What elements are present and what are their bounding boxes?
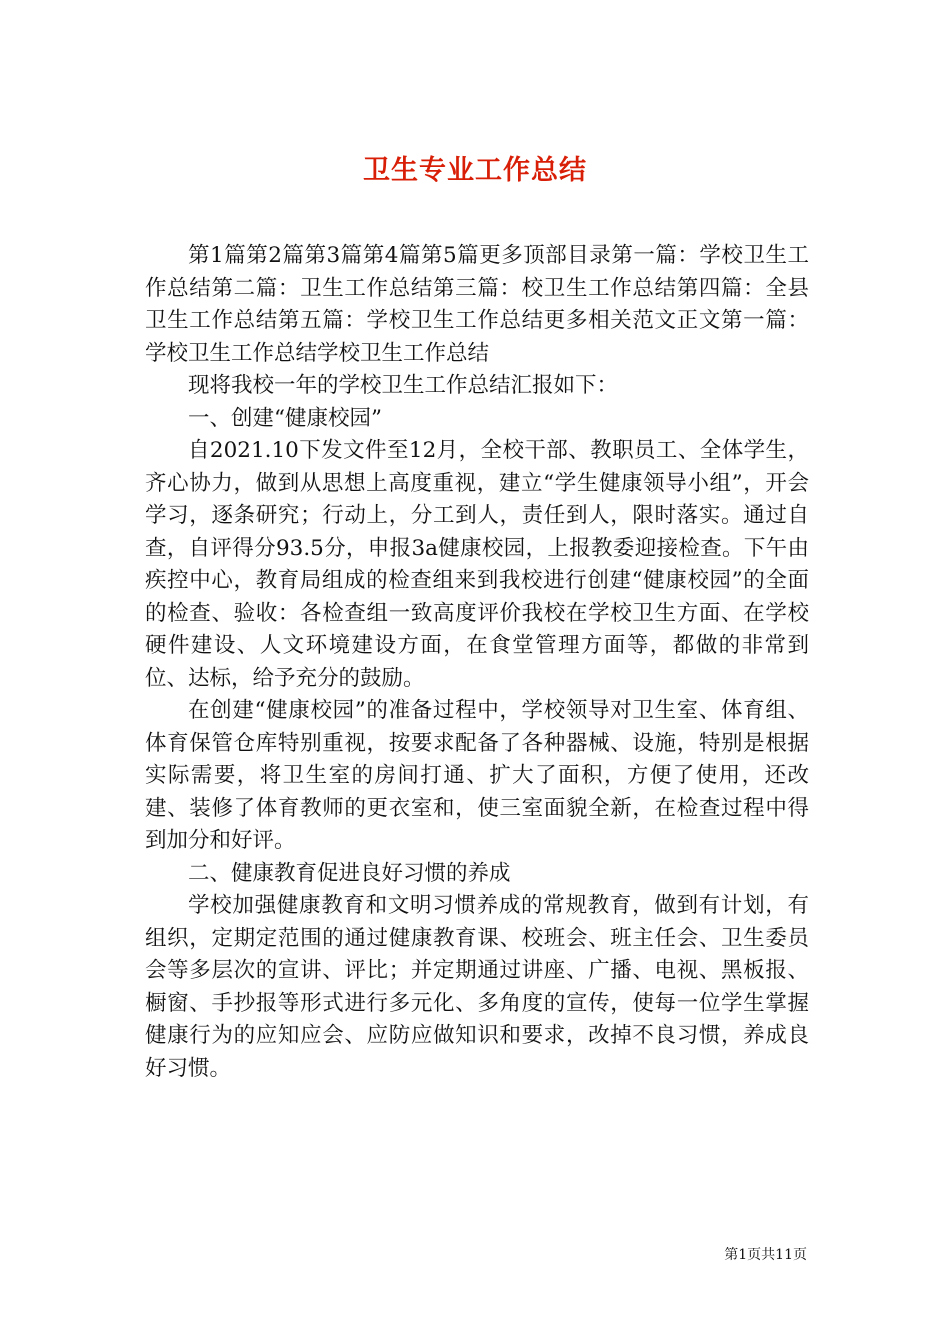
paragraph-contents: 第1篇第2篇第3篇第4篇第5篇更多顶部目录第一篇：学校卫生工作总结第二篇：卫生工作总结第三篇：校卫生工作总结第四篇：全县卫生工作总结第五篇：学校卫生工作总结更多相关范文正文第一篇：学校卫生工作总结学校卫生工作总结 xyxy=(145,243,809,366)
paragraph-section-2: 学校加强健康教育和文明习惯养成的常规教育，做到有计划，有组织，定期定范围的通过健康教育课、校班会、班主任会、卫生委员会等多层次的宣讲、评比；并定期通过讲座、广播、电视、黑板报、橱窗、手抄报等形式进行多元化、多角度的宣传，使每一位学生掌握健康行为的应知应会、应防应做知识和要求，改掉不良习惯，养成良好习惯。 xyxy=(145,893,809,1081)
paragraph-section-1-a: 自2021.10下发文件至12月，全校干部、教职员工、全体学生，齐心协力，做到从思想上高度重视，建立“学生健康领导小组”，开会学习，逐条研究；行动上，分工到人，责任到人，限时落实。通过自查，自评得分93.5分，申报3a健康校园，上报教委迎接检查。下午由疾控中心，教育局组成的检查组来到我校进行创建“健康校园”的全面的检查、验收：各检查组一致高度评价我校在学校卫生方面、在学校硬件建设、人文环境建设方面，在食堂管理方面等，都做的非常到位、达标，给予充分的鼓励。 xyxy=(145,438,809,691)
page-number: 第1页共11页 xyxy=(724,1247,807,1263)
paragraph-intro: 现将我校一年的学校卫生工作总结汇报如下： xyxy=(188,373,619,398)
paragraph-section-1-b: 在创建“健康校园”的准备过程中，学校领导对卫生室、体育组、体育保管仓库特别重视，按要求配备了各种器械、设施，特别是根据实际需要，将卫生室的房间打通、扩大了面积，方便了使用，还改建、装修了体育教师的更衣室和，使三室面貌全新，在检查过程中得到加分和好评。 xyxy=(145,698,809,853)
section-heading-2: 二、健康教育促进良好习惯的养成 xyxy=(188,860,511,886)
page-footer xyxy=(0,1244,807,1264)
document-body xyxy=(145,240,809,1085)
document-title: 卫生专业工作总结 xyxy=(363,155,587,187)
section-heading-1: 一、创建“健康校园” xyxy=(188,405,382,431)
